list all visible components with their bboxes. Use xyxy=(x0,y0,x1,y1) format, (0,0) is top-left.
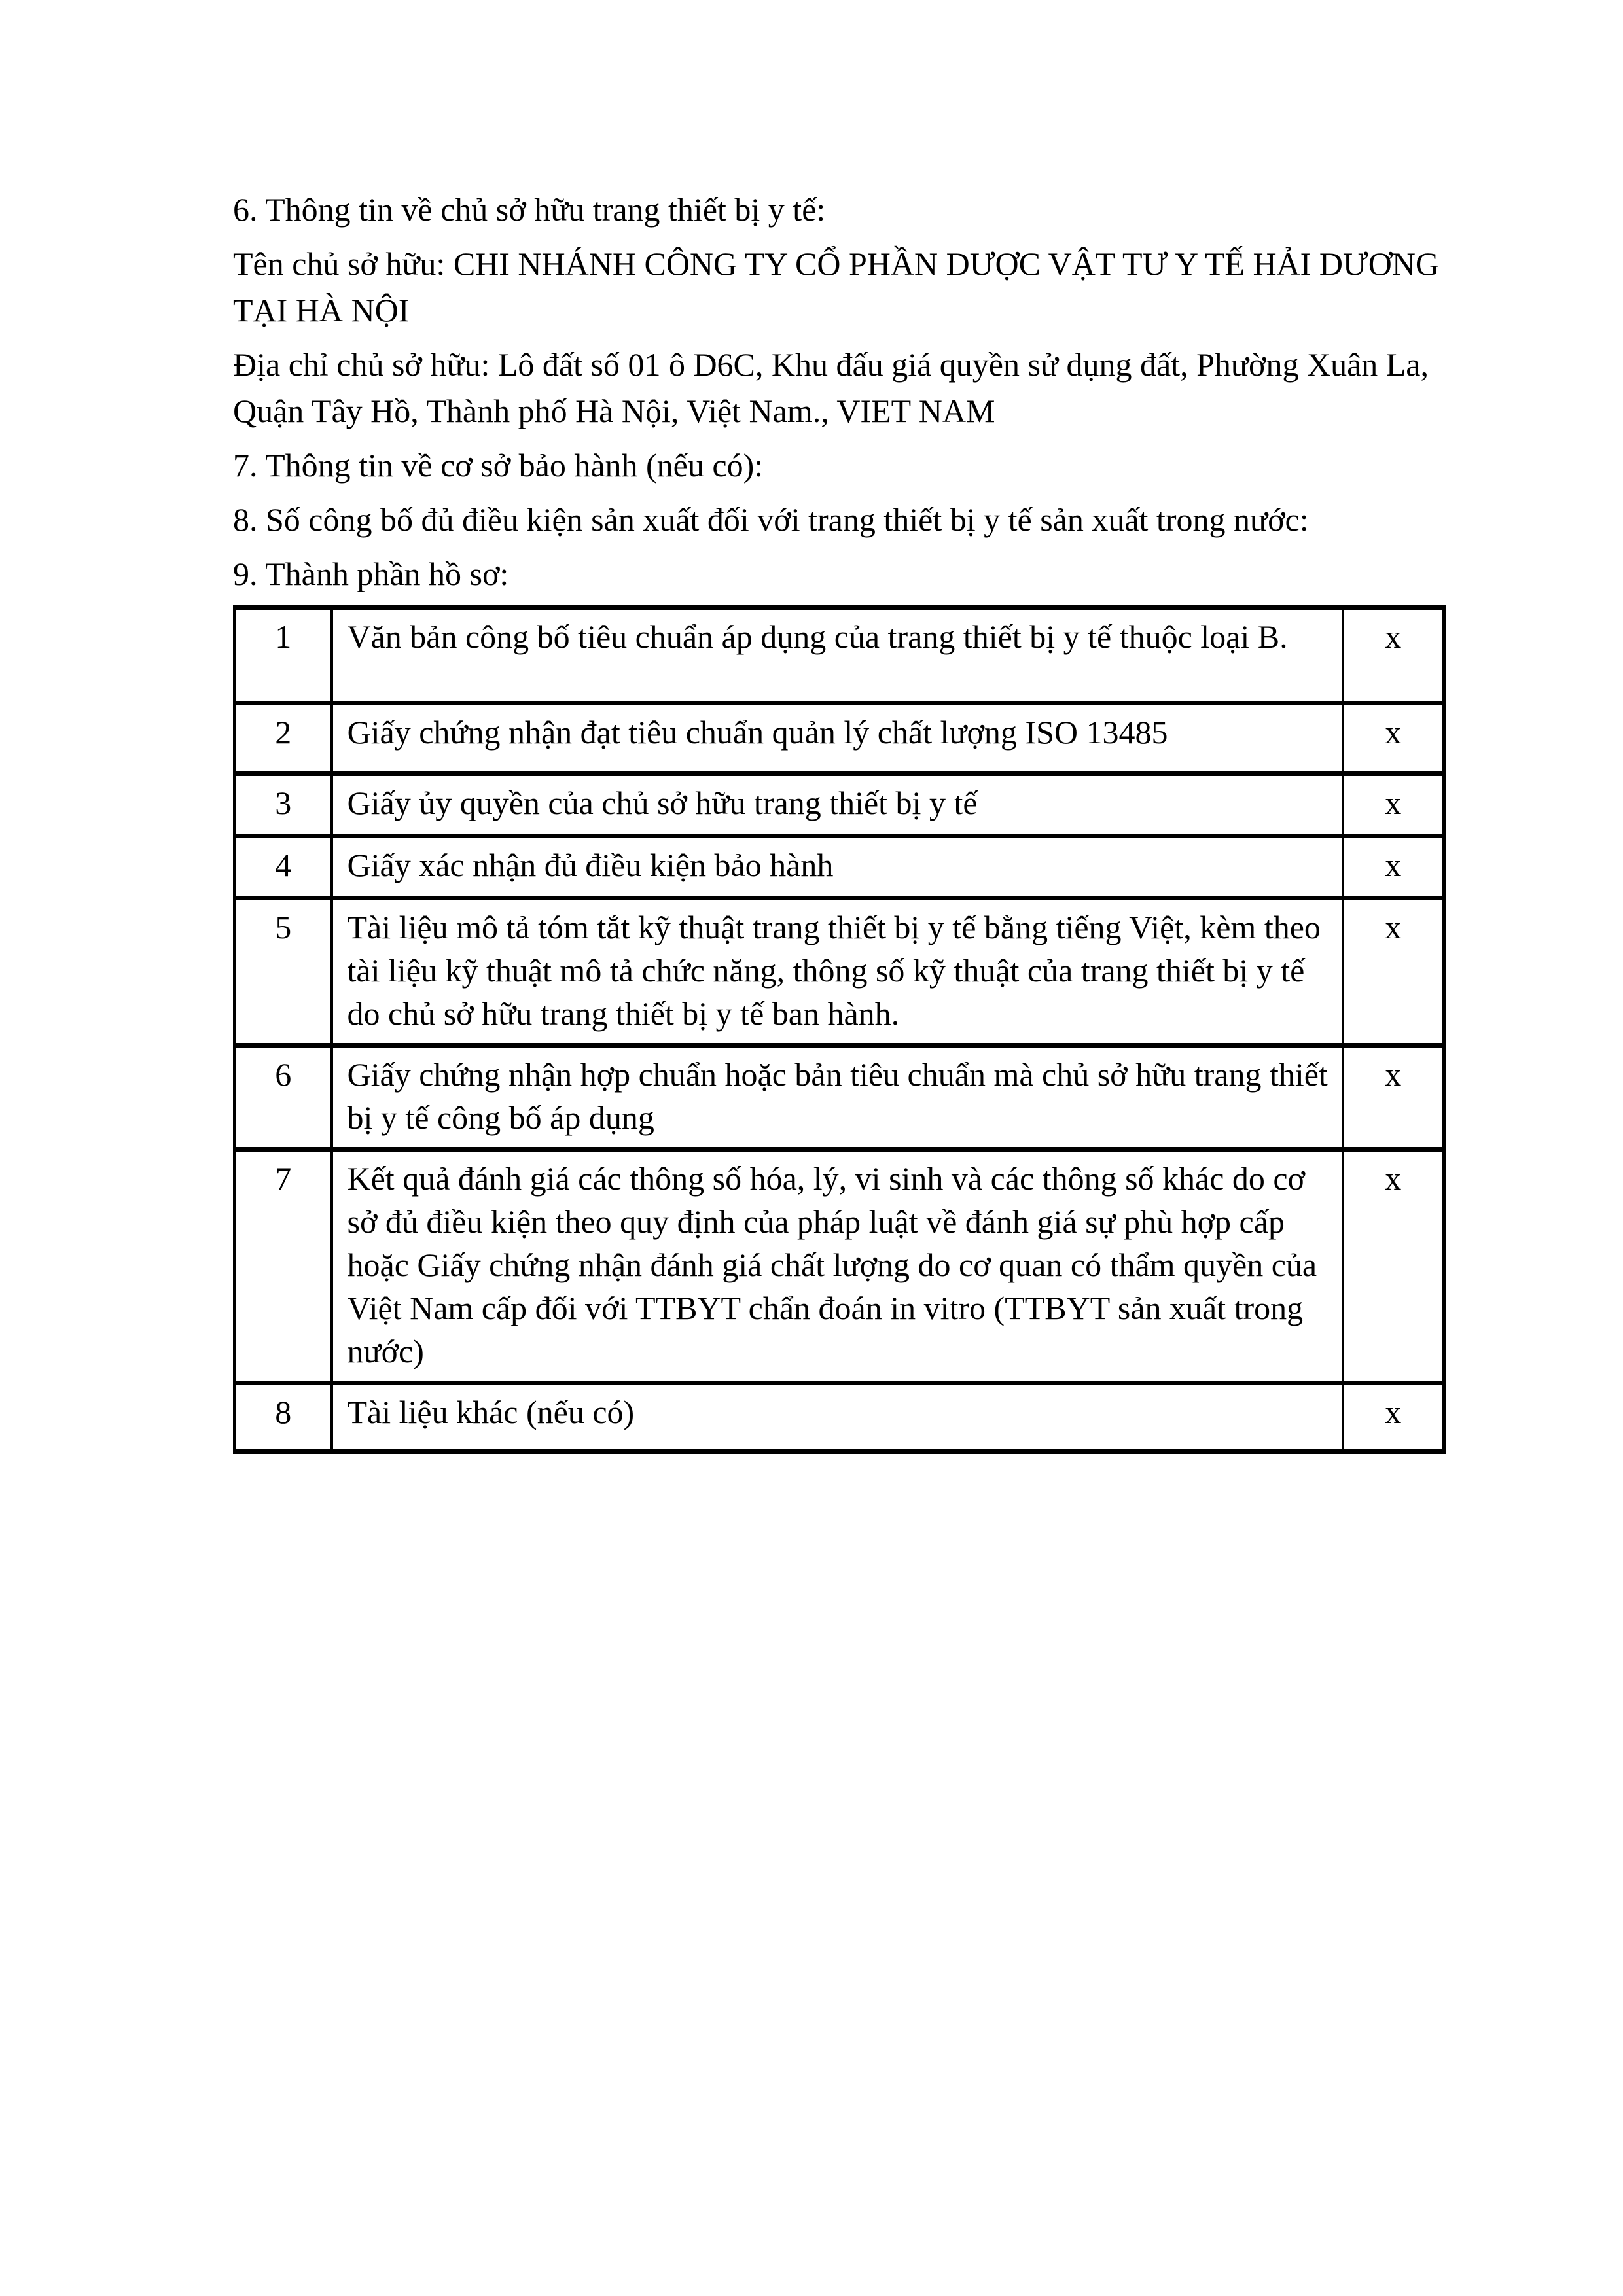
row-applicable-mark: x xyxy=(1343,836,1444,898)
row-description: Giấy ủy quyền của chủ sở hữu trang thiết bị y tế xyxy=(332,774,1343,836)
row-description: Văn bản công bố tiêu chuẩn áp dụng của trang thiết bị y tế thuộc loại B. xyxy=(332,608,1343,703)
paragraph-owner-name: Tên chủ sở hữu: CHI NHÁNH CÔNG TY CỔ PHẦN DƯỢC VẬT TƯ Y TẾ HẢI DƯƠNG TẠI HÀ NỘI xyxy=(233,245,1440,328)
table-row xyxy=(235,608,1444,703)
row-description: Tài liệu khác (nếu có) xyxy=(332,1383,1343,1452)
table-row xyxy=(235,836,1444,898)
row-number: 2 xyxy=(235,703,332,774)
paragraph-dossier-components-heading: 9. Thành phần hồ sơ: xyxy=(233,556,509,592)
row-description: Tài liệu mô tả tóm tắt kỹ thuật trang thiết bị y tế bằng tiếng Việt, kèm theo tài liệu kỹ thuật mô tả chức năng, thông số kỹ thuật của trang thiết bị y tế do chủ sở hữu trang thiết bị y tế ban hành. xyxy=(332,898,1343,1046)
row-number: 7 xyxy=(235,1150,332,1383)
table-row xyxy=(235,1150,1444,1383)
row-number: 5 xyxy=(235,898,332,1046)
paragraph-warranty-info: 7. Thông tin về cơ sở bảo hành (nếu có): xyxy=(233,447,764,484)
row-applicable-mark: x xyxy=(1343,774,1444,836)
row-description: Giấy chứng nhận đạt tiêu chuẩn quản lý chất lượng ISO 13485 xyxy=(332,703,1343,774)
row-description: Kết quả đánh giá các thông số hóa, lý, vi sinh và các thông số khác do cơ sở đủ điều kiện theo quy định của pháp luật về đánh giá sự phù hợp cấp hoặc Giấy chứng nhận đánh giá chất lượng do cơ quan có thẩm quyền của Việt Nam cấp đối với TTBYT chẩn đoán in vitro (TTBYT sản xuất trong nước) xyxy=(332,1150,1343,1383)
table-row xyxy=(235,1383,1444,1452)
paragraph-production-declaration: 8. Số công bố đủ điều kiện sản xuất đối với trang thiết bị y tế sản xuất trong nước: xyxy=(233,501,1309,538)
row-applicable-mark: x xyxy=(1343,1046,1444,1150)
dossier-components-table xyxy=(233,605,1446,1454)
row-number: 8 xyxy=(235,1383,332,1452)
row-applicable-mark: x xyxy=(1343,608,1444,703)
row-number: 3 xyxy=(235,774,332,836)
row-description: Giấy xác nhận đủ điều kiện bảo hành xyxy=(332,836,1343,898)
row-applicable-mark: x xyxy=(1343,1383,1444,1452)
row-applicable-mark: x xyxy=(1343,1150,1444,1383)
row-number: 6 xyxy=(235,1046,332,1150)
row-number: 4 xyxy=(235,836,332,898)
table-row xyxy=(235,774,1444,836)
paragraph-owner-info-heading: 6. Thông tin về chủ sở hữu trang thiết bị y tế: xyxy=(233,191,826,228)
row-description: Giấy chứng nhận hợp chuẩn hoặc bản tiêu chuẩn mà chủ sở hữu trang thiết bị y tế công bố áp dụng xyxy=(332,1046,1343,1150)
row-number: 1 xyxy=(235,608,332,703)
row-applicable-mark: x xyxy=(1343,898,1444,1046)
table-row xyxy=(235,898,1444,1046)
table-row xyxy=(235,703,1444,774)
row-applicable-mark: x xyxy=(1343,703,1444,774)
table-row xyxy=(235,1046,1444,1150)
paragraph-owner-address: Địa chỉ chủ sở hữu: Lô đất số 01 ô D6C, Khu đấu giá quyền sử dụng đất, Phường Xuân La, Quận Tây Hồ, Thành phố Hà Nội, Việt Nam., VIET NAM xyxy=(233,346,1429,429)
